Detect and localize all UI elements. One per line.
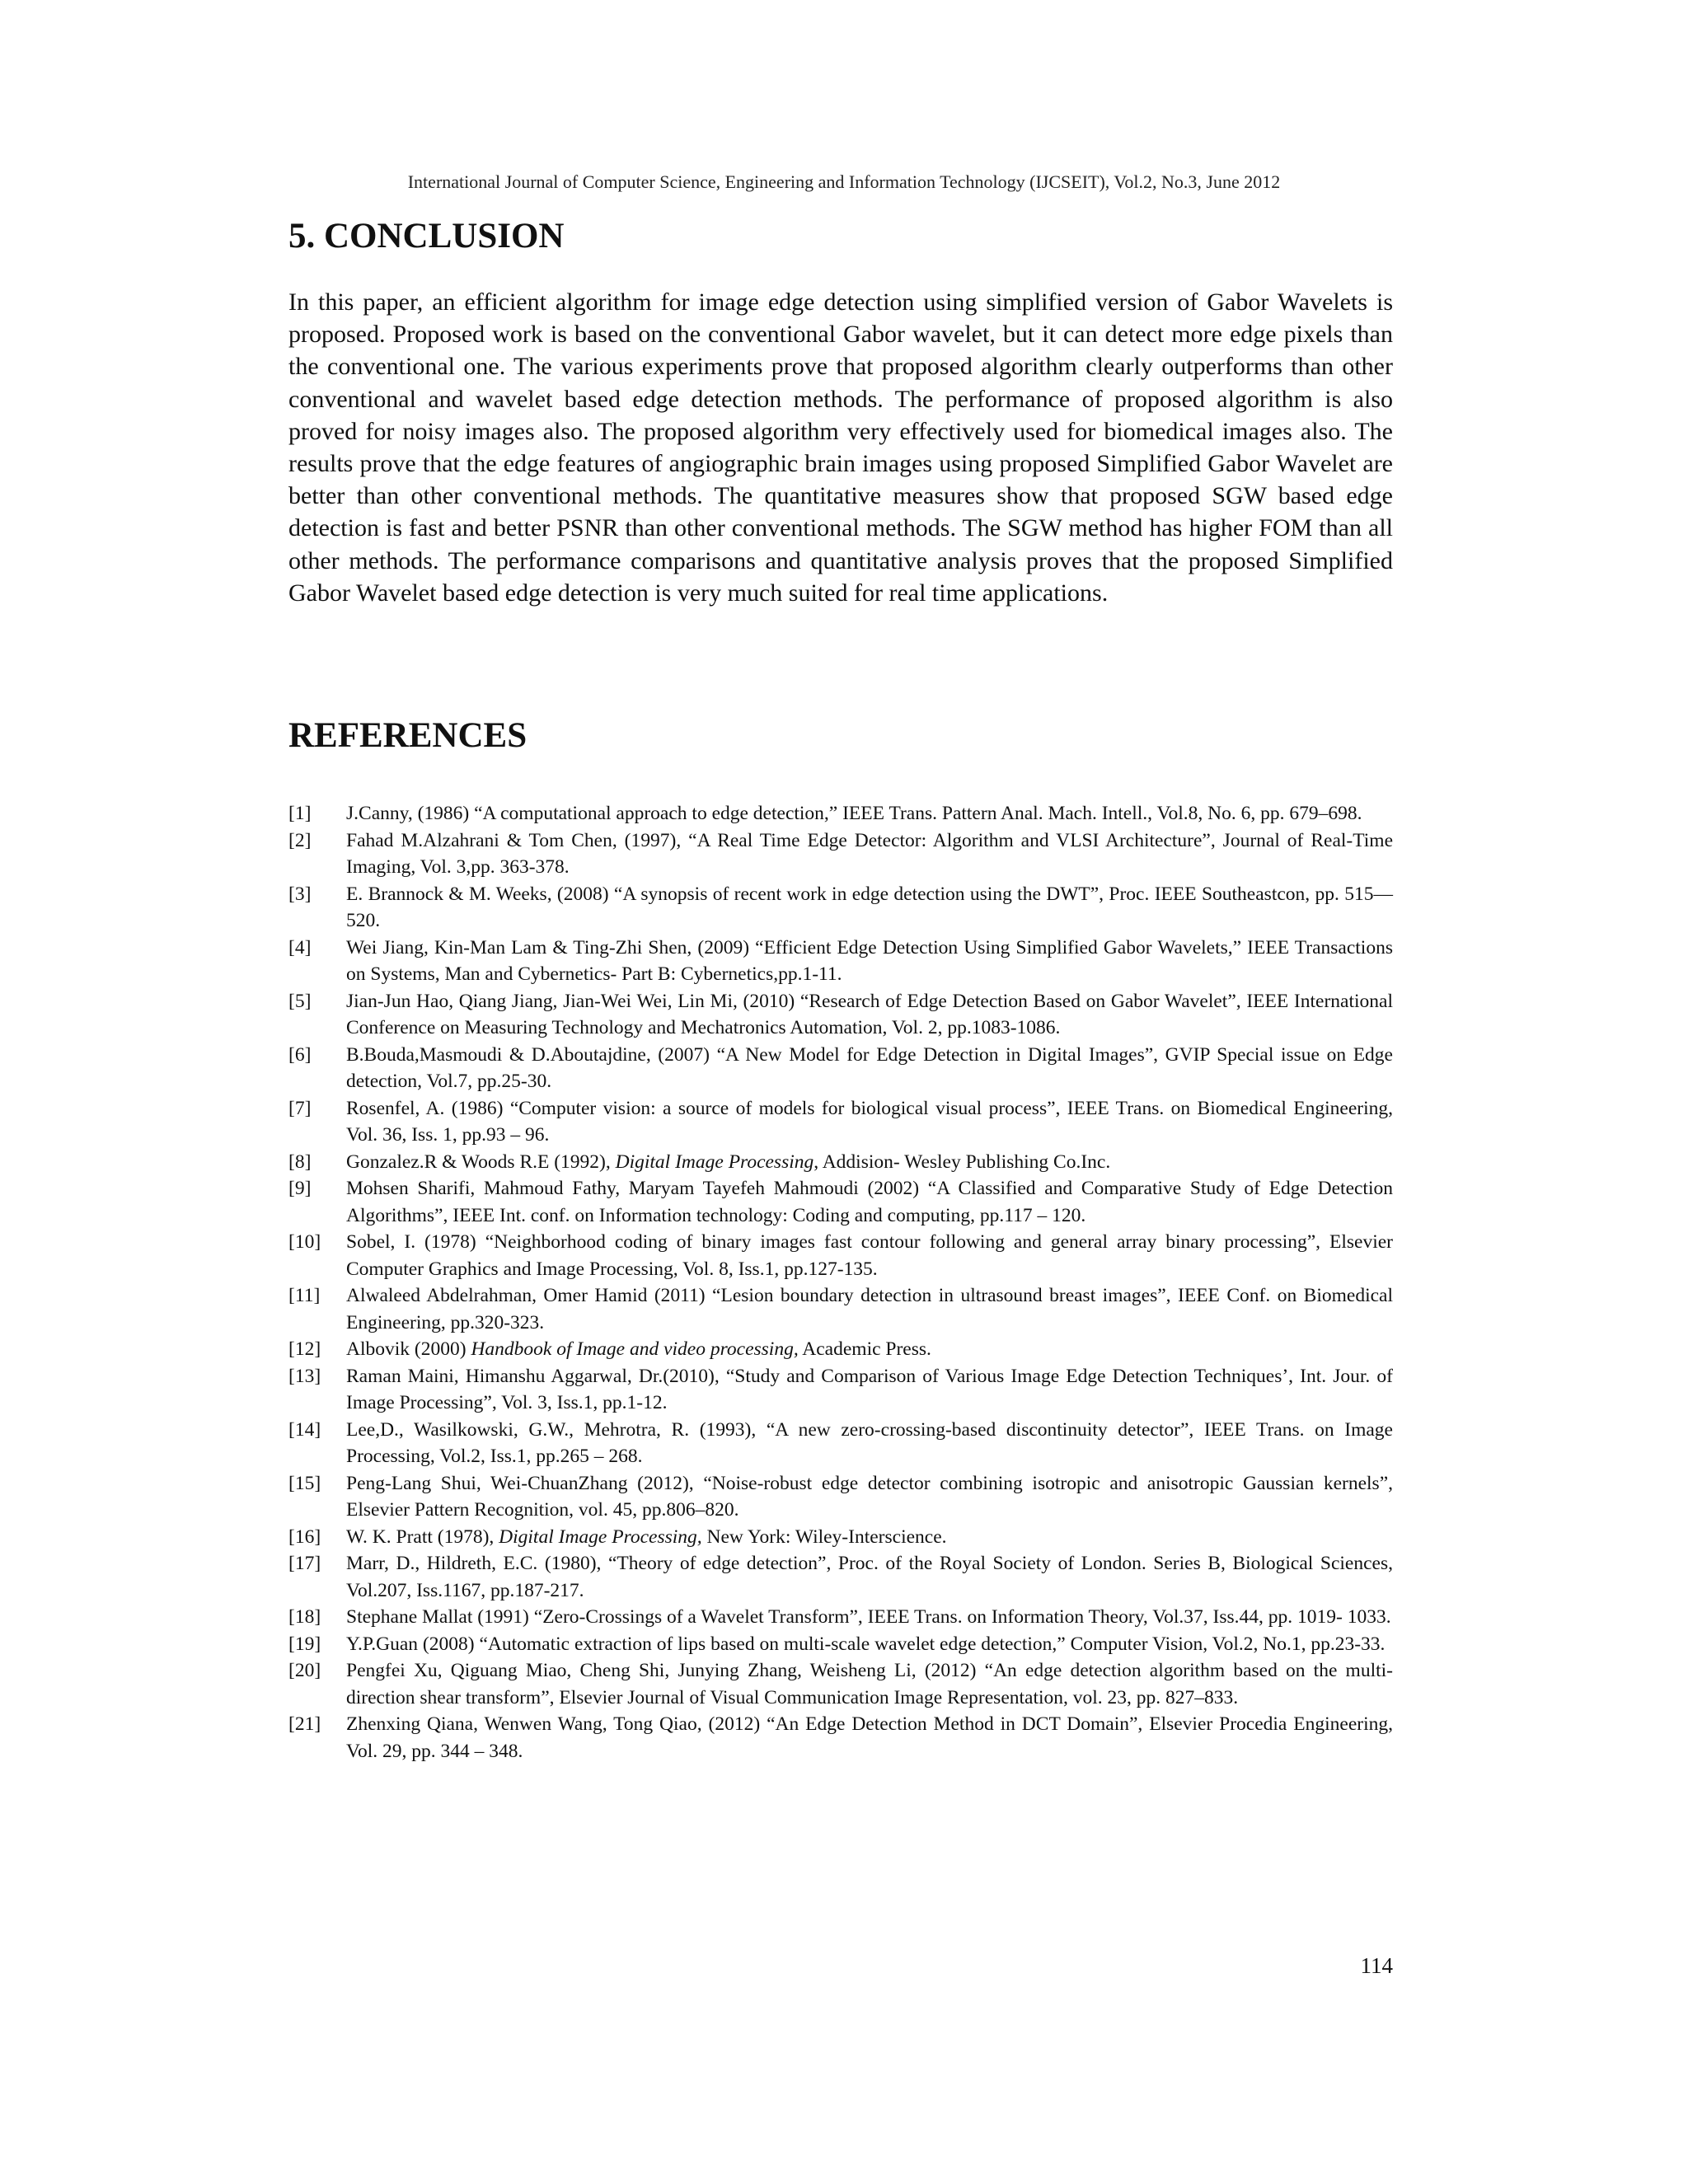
reference-number: [15] [288,1472,321,1494]
reference-number: [8] [288,1151,312,1173]
reference-item [288,1175,1393,1229]
reference-item [288,1470,1393,1524]
reference-item [288,1604,1393,1631]
reference-text-lead: W. K. Pratt (1978), [346,1526,499,1548]
reference-text: Mohsen Sharifi, Mahmoud Fathy, Maryam Tayefeh Mahmoudi (2002) “A Classified and Comparative Study of Edge Detection Algorithms”, IEEE Int. conf. on Information technology: Coding and computing, pp.117 – 120. [346,1178,1393,1226]
reference-item [288,1550,1393,1604]
reference-item [288,1282,1393,1336]
reference-text-tail: , Addision- Wesley Publishing Co.Inc. [814,1151,1111,1173]
reference-number: [6] [288,1043,312,1066]
reference-number: [17] [288,1553,321,1574]
reference-number: [2] [288,829,312,851]
reference-text: Peng-Lang Shui, Wei-ChuanZhang (2012), “Noise-robust edge detector combining isotropic and anisotropic Gaussian kernels”, Elsevier Pattern Recognition, vol. 45, pp.806–820. [346,1472,1393,1521]
reference-text: Marr, D., Hildreth, E.C. (1980), “Theory of edge detection”, Proc. of the Royal Society of London. Series B, Biological Sciences, Vol.207, Iss.1167, pp.187-217. [346,1553,1393,1601]
reference-text: Y.P.Guan (2008) “Automatic extraction of lips based on multi-scale wavelet edge detection,” Computer Vision, Vol.2, No.1, pp.23-33. [346,1633,1386,1655]
reference-text: Stephane Mallat (1991) “Zero-Crossings of a Wavelet Transform”, IEEE Trans. on Information Theory, Vol.37, Iss.44, pp. 1019- 1033. [346,1606,1391,1628]
running-header: International Journal of Computer Science, Engineering and Information Technology (IJCSEIT), Vol.2, No.3, June 2012 [407,171,1281,192]
reference-text: E. Brannock & M. Weeks, (2008) “A synopsis of recent work in edge detection using the DWT”, Proc. IEEE Southeastcon, pp. 515—520. [346,883,1393,931]
reference-item [288,1631,1393,1658]
reference-number: [19] [288,1633,321,1655]
reference-number: [1] [288,803,312,824]
reference-list [288,800,1393,1765]
reference-text: Lee,D., Wasilkowski, G.W., Mehrotra, R. (1993), “A new zero-crossing-based discontinuity detector”, IEEE Trans. on Image Processing, Vol.2, Iss.1, pp.265 – 268. [346,1418,1393,1467]
references-heading: REFERENCES [288,716,528,755]
reference-number: [20] [288,1660,321,1681]
reference-text-tail: Academic Press. [798,1338,931,1360]
reference-number: [12] [288,1338,321,1360]
reference-text-tail: New York: Wiley-Interscience. [701,1526,947,1548]
reference-item [288,1657,1393,1711]
conclusion-heading: 5. CONCLUSION [288,217,565,255]
reference-text: Pengfei Xu, Qiguang Miao, Cheng Shi, Junying Zhang, Weisheng Li, (2012) “An edge detection algorithm based on the multi-direction shear transform”, Elsevier Journal of Visual Communication Image Representation, vol. 23, pp. 827–833. [346,1660,1393,1708]
reference-number: [7] [288,1097,312,1119]
reference-item [288,1363,1393,1417]
reference-book-title: Digital Image Processing, [499,1526,702,1548]
reference-item [288,988,1393,1042]
reference-number: [9] [288,1178,312,1199]
reference-item [288,800,1393,827]
reference-text: Raman Maini, Himanshu Aggarwal, Dr.(2010), “Study and Comparison of Various Image Edge Detection Techniques’, Int. Jour. of Image Processing”, Vol. 3, Iss.1, pp.1-12. [346,1365,1393,1413]
reference-item [288,1042,1393,1095]
reference-number: [18] [288,1606,321,1628]
reference-item [288,881,1393,935]
reference-number: [16] [288,1526,321,1548]
reference-text: Wei Jiang, Kin-Man Lam & Ting-Zhi Shen, (2009) “Efficient Edge Detection Using Simplified Gabor Wavelets,” IEEE Transactions on Systems, Man and Cybernetics- Part B: Cybernetics,pp.1-11. [346,936,1393,985]
reference-number: [21] [288,1713,321,1735]
reference-text-lead: Albovik (2000) [346,1338,471,1360]
reference-item [288,1336,1393,1363]
reference-item [288,1417,1393,1470]
page-number: 114 [1360,1953,1393,1978]
reference-number: [10] [288,1231,321,1253]
reference-text: Zhenxing Qiana, Wenwen Wang, Tong Qiao, (2012) “An Edge Detection Method in DCT Domain”, Elsevier Procedia Engineering, Vol. 29, pp. 344 – 348. [346,1713,1393,1762]
reference-text: Sobel, I. (1978) “Neighborhood coding of binary images fast contour following and general array binary processing”, Elsevier Computer Graphics and Image Processing, Vol. 8, Iss.1, pp.127-135. [346,1231,1393,1280]
reference-item [288,1229,1393,1282]
conclusion-paragraph: In this paper, an efficient algorithm for image edge detection using simplified version of Gabor Wavelets is proposed. Proposed work is based on the conventional Gabor wavelet, but it can detect more edge pixels than the conventional one. The various experiments prove that proposed algorithm clearly outperforms than other conventional and wavelet based edge detection methods. The performance of proposed algorithm is also proved for noisy images also. The proposed algorithm very effectively used for biomedical images also. The results prove that the edge features of angiographic brain images using proposed Simplified Gabor Wavelet are better than other conventional methods. The quantitative measures show that proposed SGW based edge detection is fast and better PSNR than other conventional methods. The SGW method has higher FOM than all other methods. The performance comparisons and quantitative analysis proves that the proposed Simplified Gabor Wavelet based edge detection is very much suited for real time applications. [288,288,1393,607]
reference-number: [5] [288,990,312,1012]
reference-item [288,827,1393,881]
reference-book-title: Handbook of Image and video processing, [471,1338,799,1360]
reference-text [346,1526,947,1548]
reference-text: Jian-Jun Hao, Qiang Jiang, Jian-Wei Wei, Lin Mi, (2010) “Research of Edge Detection Based on Gabor Wavelet”, IEEE International Conference on Measuring Technology and Mechatronics Automation, Vol. 2, pp.1083-1086. [346,990,1393,1038]
reference-item [288,935,1393,988]
reference-text: J.Canny, (1986) “A computational approach to edge detection,” IEEE Trans. Pattern Anal. Mach. Intell., Vol.8, No. 6, pp. 679–698. [346,803,1362,824]
reference-text: Rosenfel, A. (1986) “Computer vision: a source of models for biological visual process”, IEEE Trans. on Biomedical Engineering, Vol. 36, Iss. 1, pp.93 – 96. [346,1097,1393,1146]
reference-text: Fahad M.Alzahrani & Tom Chen, (1997), “A Real Time Edge Detector: Algorithm and VLSI Architecture”, Journal of Real-Time Imaging, Vol. 3,pp. 363-378. [346,829,1393,878]
reference-text [346,1151,1110,1173]
reference-number: [13] [288,1365,321,1387]
reference-text: Alwaleed Abdelrahman, Omer Hamid (2011) “Lesion boundary detection in ultrasound breast images”, IEEE Conf. on Biomedical Engineering, pp.320-323. [346,1285,1393,1333]
reference-item [288,1095,1393,1149]
reference-number: [14] [288,1418,321,1441]
reference-text [346,1338,931,1360]
reference-text: B.Bouda,Masmoudi & D.Aboutajdine, (2007) “A New Model for Edge Detection in Digital Images”, GVIP Special issue on Edge detection, Vol.7, pp.25-30. [346,1043,1393,1092]
reference-item [288,1711,1393,1765]
reference-item [288,1524,1393,1551]
reference-number: [4] [288,936,312,958]
reference-book-title: Digital Image Processing [615,1151,814,1173]
reference-text-lead: Gonzalez.R & Woods R.E (1992), [346,1151,616,1173]
reference-number: [3] [288,883,312,905]
reference-number: [11] [288,1285,321,1306]
reference-item [288,1149,1393,1176]
